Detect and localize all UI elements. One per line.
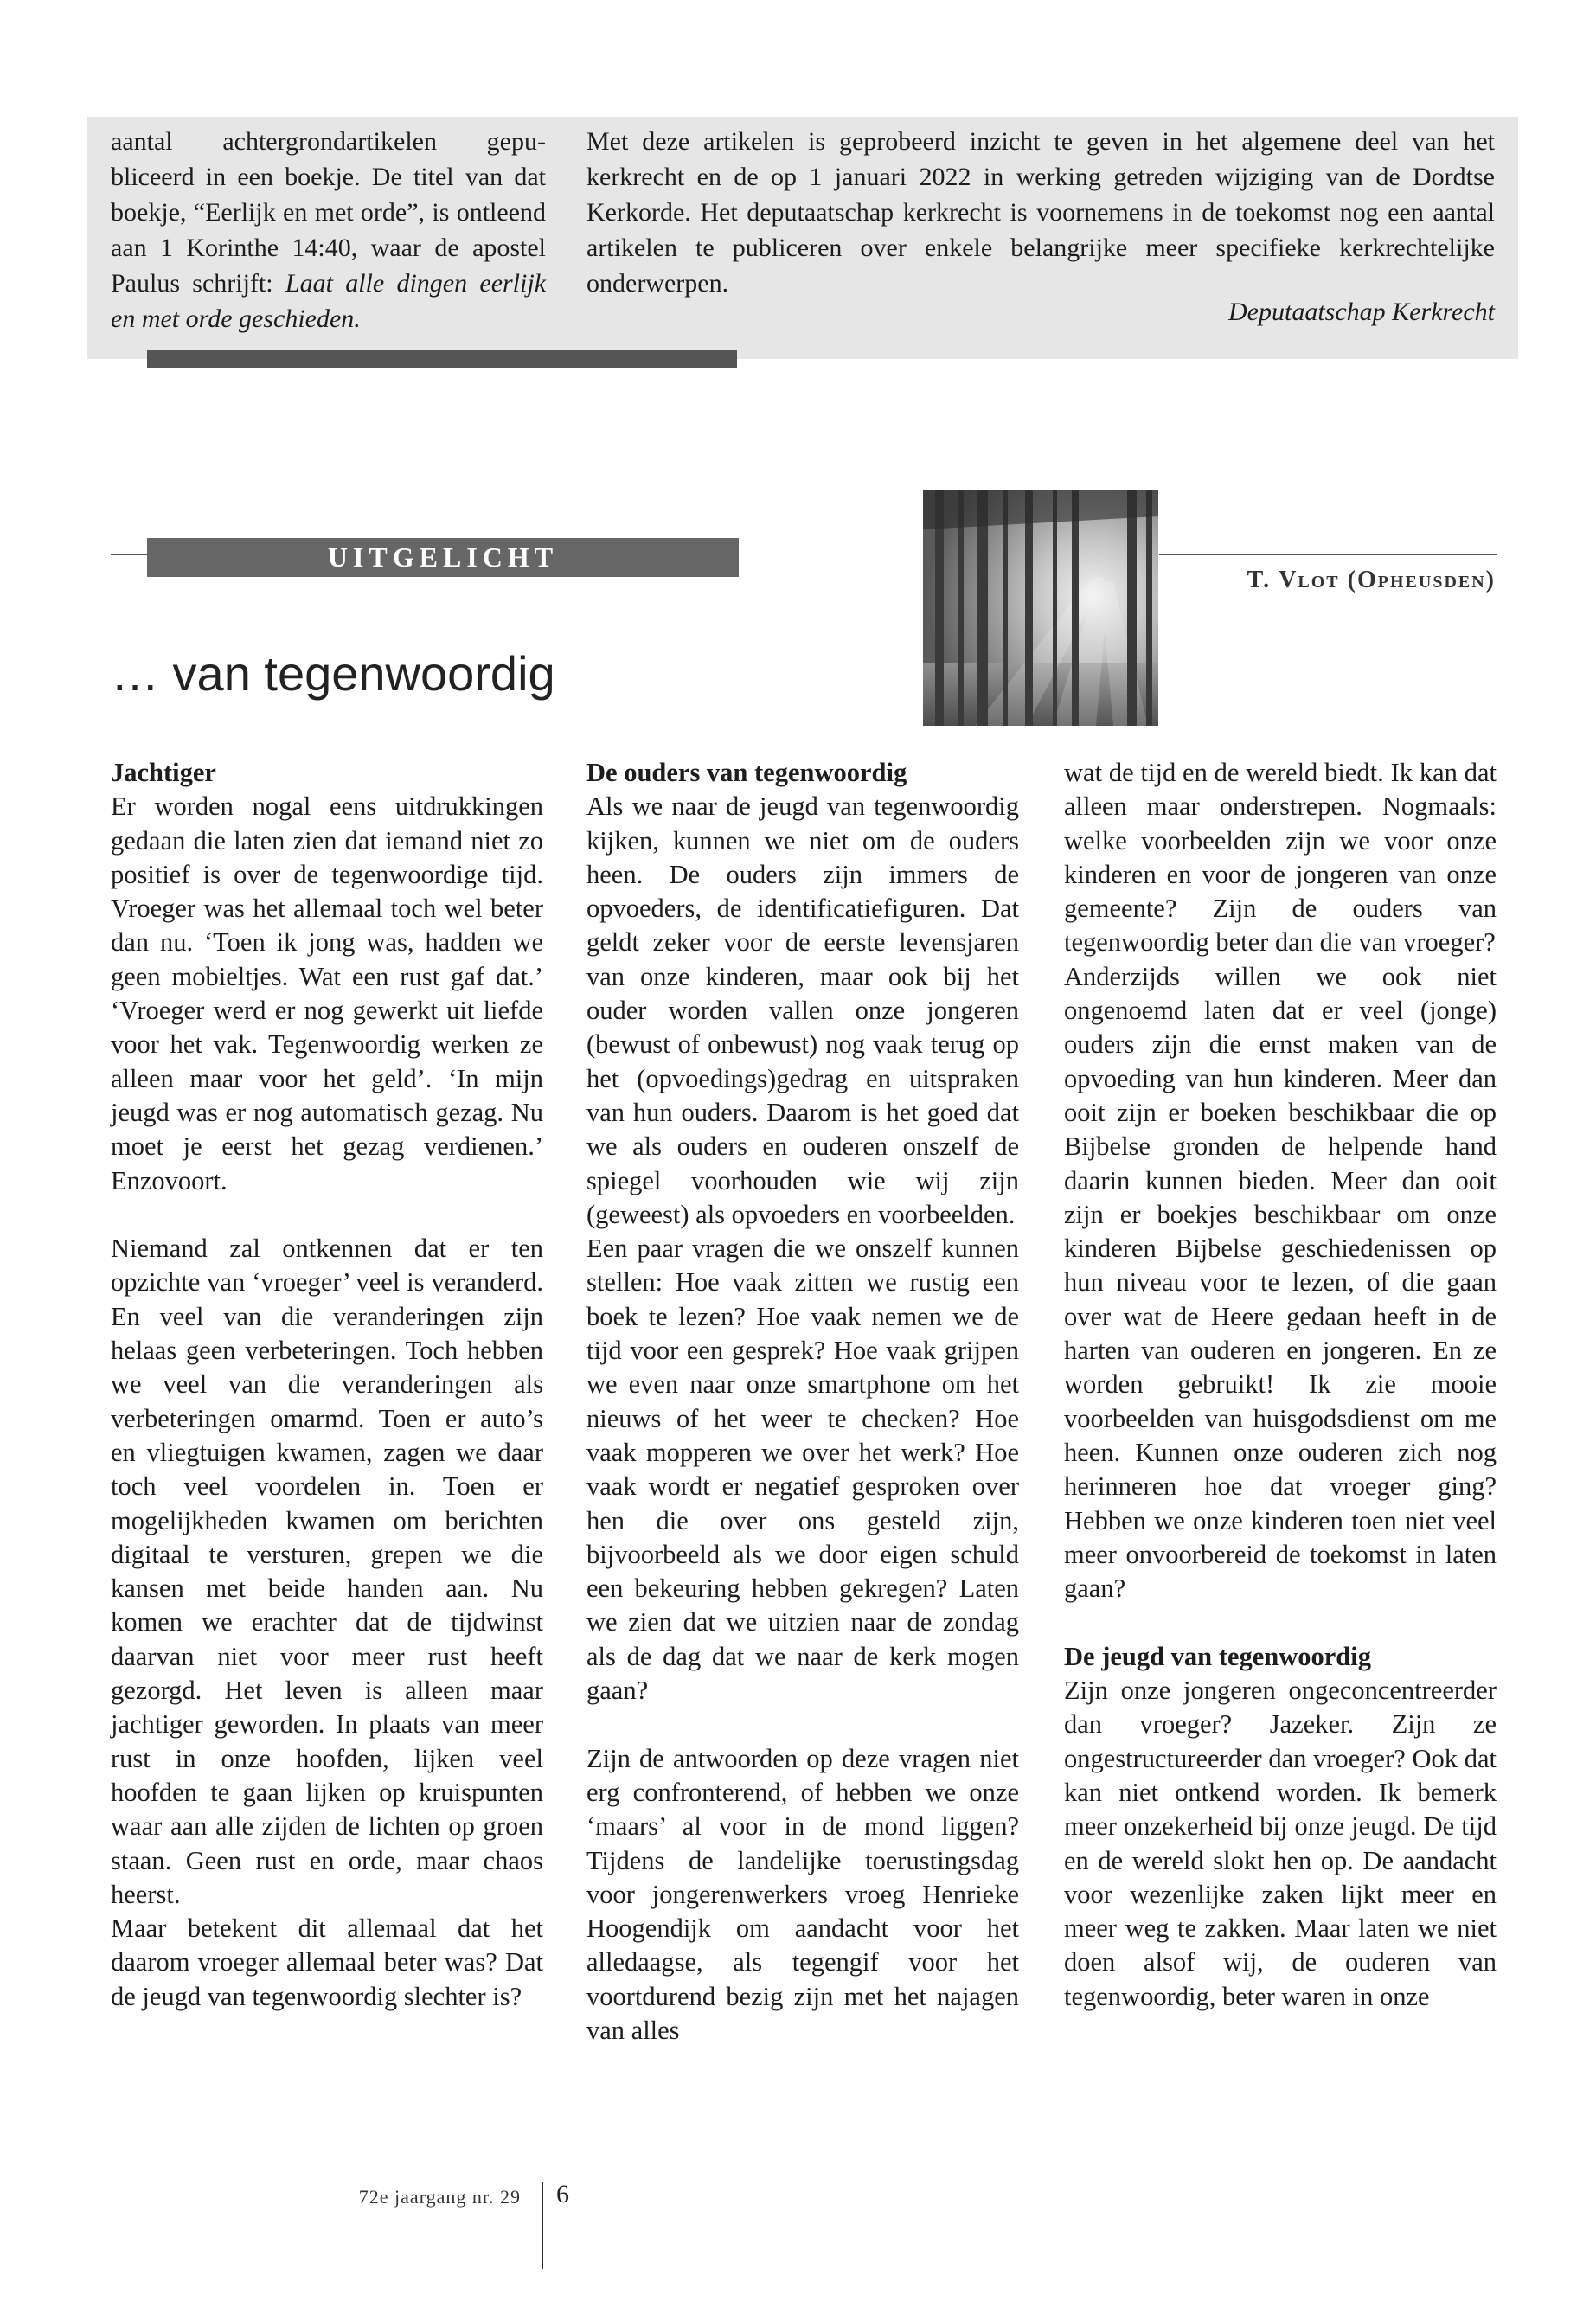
author-byline (1247, 567, 1496, 594)
box-divider-bar (147, 350, 737, 368)
text-line: bliceerd in een boekje. De titel van (111, 163, 503, 191)
paragraph: Er worden nogal eens uitdrukkingen gedaan die laten zien dat iemand niet zo positief is over de tegenwoordige tijd. Vroeger was het allemaal toch wel beter dan nu. ‘Toen ik jong was, hadden we geen mobieltjes. Wat een rust gaf dat.’ ‘Vroeger werd er nog gewerkt uit liefde voor het vak. Tegenwoordig werken ze alleen maar voor het geld’. ‘In mijn jeugd was er nog automatisch gezag. Nu moet je eerst het gezag verdienen.’ Enzovoort. (111, 792, 543, 1195)
header-rule-right (1159, 554, 1497, 555)
article-column-3 (1064, 756, 1497, 2014)
bible-quote: Laat alle dingen eerlijk en met orde geschieden. (111, 269, 547, 333)
paragraph: Anderzijds willen we ook niet ongenoemd laten dat er veel (jonge) ouders zijn die ernst maken van de opvoeding van hun kinderen. Meer dan ooit zijn er boeken beschikbaar die op Bijbelse gronden de helpende hand daarin kunnen bieden. Meer dan ooit zijn er boekjes beschikbaar om onze kinderen Bijbelse geschiedenissen op hun niveau voor te lezen, of die gaan over wat de Heere gedaan heeft in de harten van ouderen en jongeren. En ze worden gebruikt! Ik zie mooie voorbeelden van huisgodsdienst om me heen. Kunnen onze ouderen zich nog herinneren hoe dat vroeger ging? Hebben we onze kinderen toen niet veel meer onvoorbereid de toekomst in laten gaan? (1064, 961, 1497, 1604)
continued-article-left-column (111, 124, 546, 336)
subheading: De jeugd van tegenwoordig (1064, 1641, 1371, 1671)
page-number: 6 (556, 2180, 569, 2208)
section-label: UITGELICHT (147, 538, 739, 577)
forest-photo (923, 490, 1158, 726)
author-name: Vlot (1279, 567, 1340, 593)
paragraph: Zijn onze jongeren ongeconcentreerder dan vroeger? Jazeker. Zijn ze ongestructureerder dan vroeger? Ook dat kan niet ontkend worden. Ik bemerk meer onzekerheid bij onze jeugd. De tijd en de wereld slokt hen op. De aandacht voor wezenlijke zaken lijkt meer en meer weg te zakken. Maar laten we niet doen alsof wij, de ouderen van tegenwoordig, beter waren in onze (1064, 1676, 1497, 2011)
footer-divider (542, 2182, 543, 2269)
paragraph: Als we naar de jeugd van tegenwoordig kijken, kunnen we niet om de ouders heen. De ouders zijn immers de opvoeders, de identificatiefiguren. Dat geldt zeker voor de eerste levensjaren van onze kinderen, maar ook bij het ouder worden vallen onze jongeren (bewust of onbewust) nog vaak terug op het (opvoedings)gedrag en uitspraken van hun ouders. Daarom is het goed dat we als ouders en ouderen onszelf de spiegel voorhouden wie wij zijn (geweest) als opvoeders en voorbeelden. (586, 792, 1019, 1229)
header-rule-left (111, 554, 147, 555)
author-place: (Opheusden) (1347, 567, 1496, 593)
article-column-2 (586, 756, 1019, 2048)
paragraph: Een paar vragen die we onszelf kunnen stellen: Hoe vaak zitten we rustig een boek te lezen? Hoe vaak nemen we de tijd voor een gesprek? Hoe vaak grijpen we even naar onze smartphone om het nieuws of het weer te checken? Hoe vaak mopperen we over het werk? Hoe vaak wordt er negatief gesproken over hen die over ons gesteld zijn, bijvoorbeeld als we door eigen schuld een bekeuring hebben gekregen? Laten we zien dat we uitzien naar de zondag als de dag dat we naar de kerk mogen gaan? (586, 1234, 1019, 1706)
article-signature: Deputaatschap Kerkrecht (1228, 298, 1495, 326)
forest-sunrays-image (923, 490, 1158, 726)
article-column-1 (111, 756, 543, 2014)
text-line: dat boekje, “Eerlijk en met orde”, is (111, 163, 547, 227)
article-title: … van tegenwoordig (111, 646, 555, 701)
paragraph: Niemand zal ontkennen dat er ten opzichte van ‘vroeger’ veel is veranderd. En veel van die veranderingen zijn helaas geen verbeteringen. Toch hebben we veel van die veranderingen als verbeteringen omarmd. Toen er auto’s en vliegtuigen kwamen, zagen we daar toch veel voordelen in. Toen er mogelijkheden kwamen om berichten digitaal te versturen, grepen we die kansen met beide handen aan. Nu komen we erachter dat de tijdwinst daarvan niet voor meer rust heeft gezorgd. Het leven is alleen maar jachtiger geworden. In plaats van meer rust in onze hoofden, lijken veel hoofden te gaan lijken op kruispunten waar aan alle zijden de lichten op groen staan. Geen rust en orde, maar chaos heerst. (111, 1234, 543, 1909)
paragraph: wat de tijd en de wereld biedt. Ik kan dat alleen maar onderstrepen. Nogmaals: welke voorbeelden zijn we voor onze kinderen en voor de jongeren van onze gemeente? Zijn de ouders van tegenwoordig beter dan die van vroeger? (1064, 758, 1497, 958)
continued-article-right-column: Met deze artikelen is geprobeerd inzicht te geven in het algemene deel van het kerkrecht en de op 1 januari 2022 in werking getreden wijziging van de Dordtse Kerkorde. Het deputaatschap kerkrecht is voornemens in de toekomst nog een aantal artikelen te publiceren over enkele belangrijke meer specifieke kerkrechtelijke onderwerpen. (586, 127, 1495, 298)
subheading: De ouders van tegenwoordig (586, 758, 907, 787)
issue-info: 72e jaargang nr. 29 (358, 2186, 521, 2208)
paragraph: Zijn de antwoorden op deze vragen niet erg confronterend, of hebben we onze ‘maars’ al voor in de mond liggen? Tijdens de landelijke toerustingsdag voor jongerenwerkers vroeg Henrieke Hoogendijk om aandacht voor het alledaagse, als tegengif voor het voortdurend bezig zijn met het najagen van alles (586, 1743, 1019, 2045)
text-line: ontleend aan 1 Korinthe 14:40, waar (111, 198, 546, 262)
text-line: aantal achtergrondartikelen gepu- (111, 127, 546, 156)
author-initial: T. (1247, 567, 1272, 593)
paragraph: Maar betekent dit allemaal dat het daarom vroeger allemaal beter was? Dat de jeugd van tegenwoordig slechter is? (111, 1913, 543, 2011)
text-line: de apostel Paulus schrijft: (111, 234, 547, 298)
subheading: Jachtiger (111, 758, 216, 787)
